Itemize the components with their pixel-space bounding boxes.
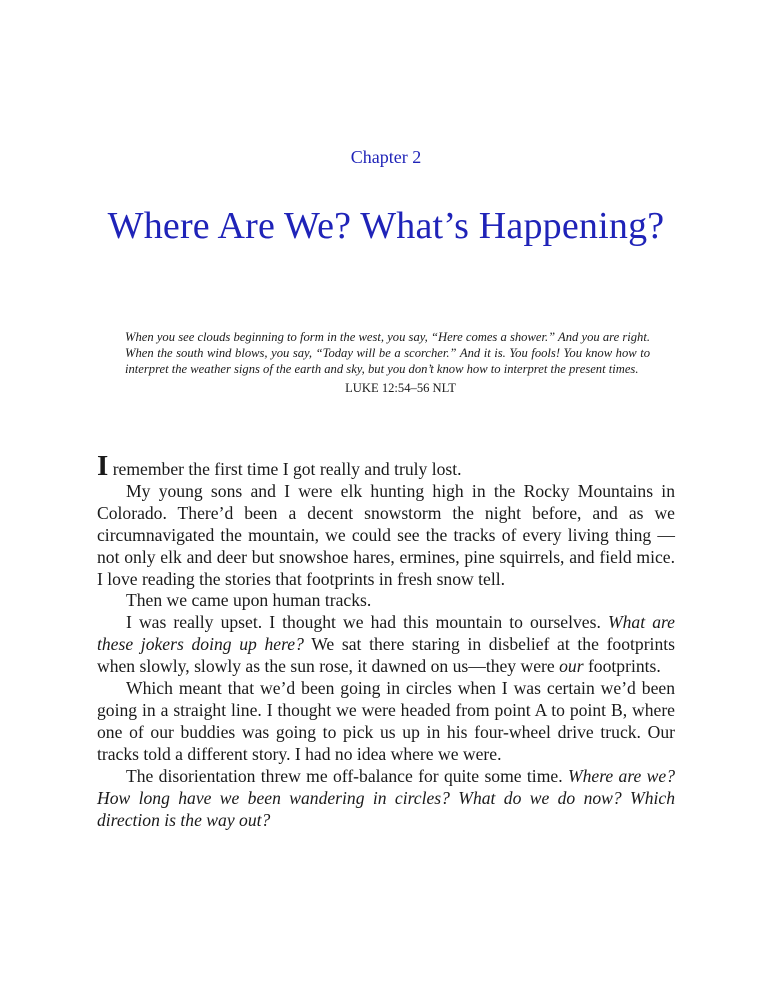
paragraph-1 xyxy=(97,450,675,482)
epigraph xyxy=(125,329,650,396)
paragraph-6-italic: Where are we? How long have we been wandering in circles? What do we do now? Which direction is the way out? xyxy=(97,765,676,830)
paragraph-6-text: The disorientation threw me off-balance for quite some time. xyxy=(126,765,568,786)
drop-cap: I xyxy=(97,450,109,482)
paragraph-4 xyxy=(97,612,675,678)
paragraph-4-text-b: We sat there staring in disbelief at the footprints when slowly, slowly as the sun rose, it dawned on us—they were xyxy=(97,634,675,677)
chapter-body xyxy=(97,450,676,831)
paragraph-3: Then we came upon human tracks. xyxy=(126,590,372,611)
paragraph-6 xyxy=(97,766,675,832)
paragraph-5: Which meant that we’d been going in circles when I was certain we’d been going in a straight line. I thought we were headed from point A to point B, where one of our buddies was going to pick us up in his four-wheel drive truck. Our tracks told a different story. I had no idea where we were. xyxy=(97,678,675,764)
epigraph-source: LUKE 12:54–56 NLT xyxy=(345,380,456,395)
paragraph-4-text-c: footprints. xyxy=(583,656,661,677)
chapter-title: Where Are We? What’s Happening? xyxy=(107,205,665,247)
paragraph-4-italic: What are these jokers doing up here? xyxy=(97,612,675,655)
paragraph-4-text-a: I was really upset. I thought we had this mountain to ourselves. xyxy=(126,612,608,633)
paragraph-4-italic-2: our xyxy=(559,656,584,677)
paragraph-2: My young sons and I were elk hunting high in the Rocky Mountains in Colorado. There’d been a decent snowstorm the night before, and as we circumnavigated the mountain, we could see the tracks of every living thing —not only elk and deer but snowshoe hares, ermines, pine squirrels, and field mice. I love reading the stories that footprints in fresh snow tell. xyxy=(97,480,675,589)
epigraph-quote: When you see clouds beginning to form in the west, you say, “Here comes a shower.” And you are right. When the south wind blows, you say, “Today will be a scorcher.” And it is. You fools! You know how to interpret the weather signs of the earth and sky, but you don’t know how to interpret the present times. xyxy=(125,330,650,377)
chapter-number: Chapter 2 xyxy=(350,147,422,167)
paragraph-1-text: remember the first time I got really and truly lost. xyxy=(108,459,462,479)
